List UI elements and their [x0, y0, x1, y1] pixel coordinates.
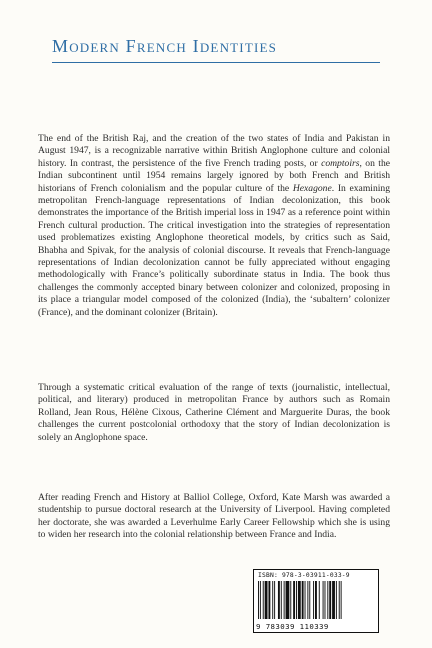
barcode-bar — [298, 581, 301, 619]
barcode-bar — [258, 581, 259, 619]
barcode-bar — [315, 581, 317, 619]
series-title: Modern French Identities — [52, 36, 278, 56]
author-bio — [38, 492, 390, 542]
text-run: After reading French and History at Balliol College, Oxford, Kate Marsh was awarded a studentship to pursue doctoral research at the University of Liverpool. Having completed her doctorate, she was awarded a Leverhulme Early Career Fellowship which she is using to widen her research into the colonial relationship between France and India. — [38, 492, 390, 541]
text-run: . In examining metropolitan French-language representations of Indian decolonization, this book demonstrates the importance of the British imperial loss in 1947 as a reference point within French cultural production. The critical investigation into the strategies of representation used problematizes existing Anglophone theoretical models, by critics such as Said, Bhabha and Spivak, for the analysis of colonial discourse. It reveals that French-language representations of Indian decolonization cannot be fully appreciated without engaging methodologically with France’s politically subordinate status in India. The book thus challenges the commonly accepted binary between colonizer and colonized, proposing in its place a triangular model composed of the colonized (India), the ‘subaltern’ colonizer (France), and the dominant colonizer (Britain). — [38, 182, 391, 318]
barcode-bar — [286, 581, 290, 619]
barcode-bar — [296, 581, 297, 619]
barcode-bar — [332, 581, 335, 619]
barcode-bar — [260, 581, 261, 619]
italic-term: comptoirs — [321, 157, 360, 169]
text-run: Through a systematic critical evaluation of the range of texts (journalistic, intellectual, political, and literary) produced in metropolitan France by authors such as Romain Rolland, Jean Rous, Hélène Cixous, Catherine Clément and Marguerite Duras, the book challenges the current postcolonial orthodoxy that the story of Indian decolonization is solely an Anglophone space. — [38, 382, 390, 443]
barcode-bar — [325, 581, 326, 619]
barcode-bar — [274, 581, 275, 619]
italic-term: Hexagone — [292, 182, 332, 194]
barcode-bar — [263, 581, 264, 619]
isbn-barcode — [253, 569, 379, 633]
barcode-bar — [290, 581, 291, 619]
barcode-bar — [309, 581, 310, 619]
barcode-bar — [265, 581, 268, 619]
barcode-bar — [327, 581, 328, 619]
barcode-digits: 9 783039 110339 — [256, 622, 329, 631]
barcode-bar — [329, 581, 331, 619]
blurb-paragraph-2 — [38, 382, 390, 444]
text-run: The end of the British Raj, and the creation of the two states of India and Pakistan in August 1947, is a recognizable narrative within British Anglophone culture and colonial history. In contrast, the persistence of the five French trading posts, or — [38, 133, 390, 169]
barcode-bar — [302, 581, 304, 619]
barcode-bars — [258, 581, 374, 619]
barcode-bar — [341, 581, 342, 619]
barcode-bar — [305, 581, 306, 619]
barcode-bar — [307, 581, 308, 619]
barcode-bar — [319, 581, 320, 619]
text-run: , on the Indian subcontinent until 1954 remains largely ignored by both French and British historians of French colonialism and the popular culture of the — [38, 157, 390, 194]
barcode-bar — [323, 581, 324, 619]
isbn-label: ISBN: 978-3-03911-033-9 — [258, 572, 350, 579]
barcode-bar — [313, 581, 314, 619]
barcode-bar — [278, 581, 280, 619]
blurb-paragraph-1 — [38, 133, 390, 319]
barcode-bar — [281, 581, 282, 619]
barcode-bar — [272, 581, 273, 619]
barcode-bar — [284, 581, 285, 619]
barcode-bar — [339, 581, 340, 619]
barcode-bar — [293, 581, 295, 619]
barcode-bar — [268, 581, 270, 619]
title-rule — [52, 62, 380, 63]
barcode-bar — [336, 581, 337, 619]
